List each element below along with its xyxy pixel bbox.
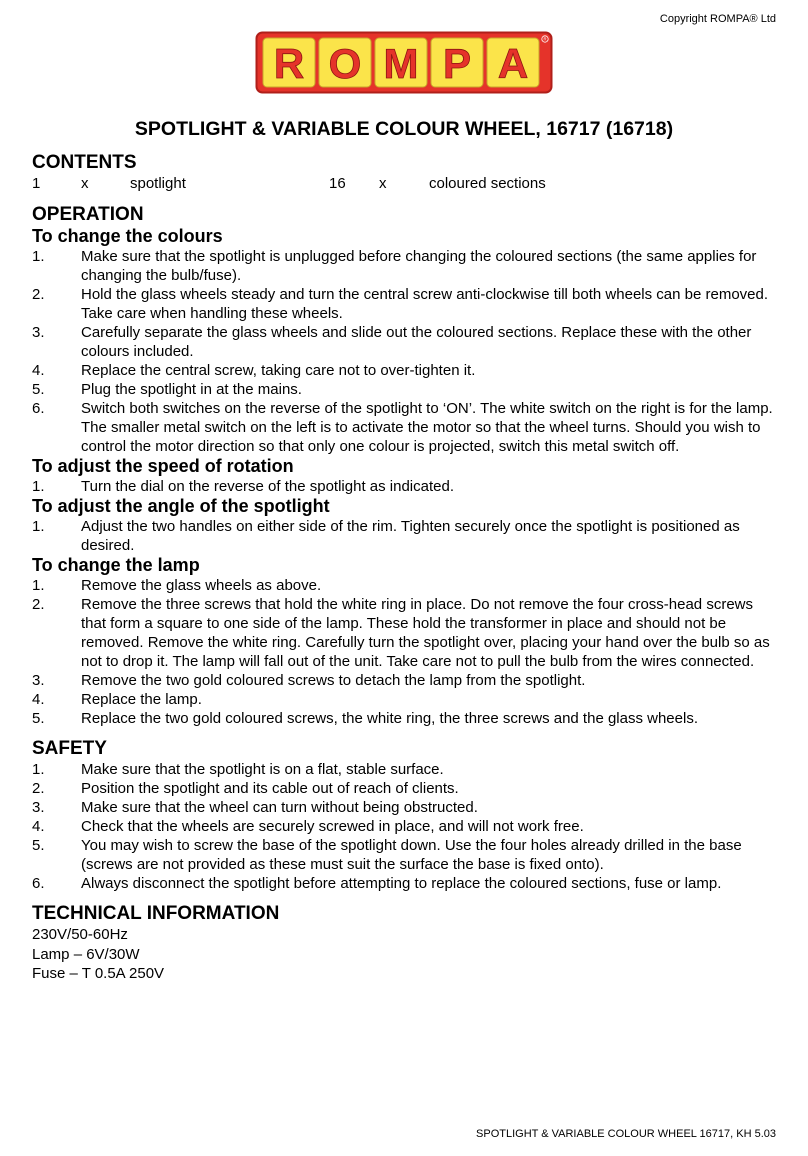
- item-number: 4.: [32, 691, 45, 708]
- item-text: Remove the three screws that hold the white ring in place. Do not remove the four cross-head screws that form a square to one side of the lamp. These hold the transformer in place and should not be removed. Remove the white ring. Carefully turn the spotlight over, placing your hand over the bulb so as not to drop it. The lamp will fall out of the unit. Take care not to pull the bulb from the wires connected.: [81, 596, 770, 670]
- rompa-logo: [255, 31, 553, 94]
- item-text: Turn the dial on the reverse of the spotlight as indicated.: [81, 478, 455, 495]
- operation-list: [32, 517, 778, 555]
- item-text: Replace the central screw, taking care not to over-tighten it.: [81, 362, 476, 379]
- item-number: 3.: [32, 799, 45, 816]
- item-text: Plug the spotlight in at the mains.: [81, 381, 302, 398]
- contents-item-2: coloured sections: [429, 175, 546, 192]
- page-title: SPOTLIGHT & VARIABLE COLOUR WHEEL, 16717 (16718): [134, 118, 674, 140]
- item-number: 6.: [32, 875, 45, 892]
- operation-list-item: [32, 576, 778, 595]
- operation-list-item: [32, 399, 778, 456]
- item-number: 1.: [32, 478, 45, 495]
- operation-list-item: [32, 361, 778, 380]
- operation-list: [32, 477, 778, 496]
- operation-list-item: [32, 690, 778, 709]
- item-number: 5.: [32, 710, 45, 727]
- item-text: Make sure that the spotlight is unplugged before changing the coloured sections (the same applies for changing the bulb/fuse).: [81, 248, 757, 284]
- item-text: You may wish to screw the base of the spotlight down. Use the four holes already drilled in the base (screws are not provided as these must suit the surface the base is fixed onto).: [81, 837, 742, 873]
- document-body: [32, 152, 778, 984]
- operation-section: [32, 204, 778, 728]
- safety-list-item: [32, 760, 778, 779]
- operation-subheading: To adjust the angle of the spotlight: [32, 496, 330, 516]
- item-number: 6.: [32, 400, 45, 417]
- operation-subheading: To change the lamp: [32, 555, 200, 575]
- item-text: Switch both switches on the reverse of the spotlight to ‘ON’. The white switch on the right is for the lamp. The smaller metal switch on the left is to activate the motor so that the wheel turns. Should you wish to control the motor direction so that only one colour is projected, switch this metal switch off.: [81, 400, 773, 455]
- logo-letter: M: [383, 40, 419, 87]
- item-text: Check that the wheels are securely screwed in place, and will not work free.: [81, 818, 584, 835]
- safety-list-item: [32, 836, 778, 874]
- technical-heading: TECHNICAL INFORMATION: [32, 903, 280, 924]
- item-text: Always disconnect the spotlight before attempting to replace the coloured sections, fuse or lamp.: [81, 875, 722, 892]
- safety-list: [32, 760, 778, 893]
- safety-heading: SAFETY: [32, 738, 107, 759]
- operation-list-item: [32, 380, 778, 399]
- operation-list-item: [32, 709, 778, 728]
- operation-heading: OPERATION: [32, 204, 144, 225]
- item-number: 4.: [32, 362, 45, 379]
- contents-section: [32, 152, 778, 194]
- item-text: Position the spotlight and its cable out of reach of clients.: [81, 780, 459, 797]
- svg-text:R: R: [543, 36, 547, 42]
- item-number: 3.: [32, 672, 45, 689]
- operation-subheading: To adjust the speed of rotation: [32, 456, 294, 476]
- operation-list-item: [32, 595, 778, 671]
- technical-lines: [32, 925, 778, 984]
- contents-heading: CONTENTS: [32, 152, 137, 173]
- operation-subsections: [32, 226, 778, 728]
- page-footer: SPOTLIGHT & VARIABLE COLOUR WHEEL 16717, KH 5.03: [476, 1128, 776, 1140]
- contents-qty-2: 16: [329, 175, 346, 192]
- safety-list-item: [32, 874, 778, 893]
- operation-list-item: [32, 671, 778, 690]
- operation-list: [32, 576, 778, 728]
- contents-item-1: spotlight: [130, 175, 186, 192]
- item-text: Carefully separate the glass wheels and slide out the coloured sections. Replace these with the other colours included.: [81, 324, 752, 360]
- item-number: 4.: [32, 818, 45, 835]
- item-number: 1.: [32, 577, 45, 594]
- item-number: 1.: [32, 248, 45, 265]
- item-text: Remove the two gold coloured screws to detach the lamp from the spotlight.: [81, 672, 586, 689]
- operation-subheading: To change the colours: [32, 226, 223, 246]
- copyright-notice: Copyright ROMPA® Ltd: [659, 13, 776, 25]
- safety-list-item: [32, 798, 778, 817]
- item-text: Hold the glass wheels steady and turn the central screw anti-clockwise till both wheels can be removed. Take care when handling these wheels.: [81, 286, 769, 322]
- technical-section: [32, 903, 778, 984]
- item-text: Make sure that the wheel can turn without being obstructed.: [81, 799, 478, 816]
- contents-row: [32, 174, 778, 194]
- technical-line: Fuse – T 0.5A 250V: [32, 965, 165, 982]
- item-text: Remove the glass wheels as above.: [81, 577, 322, 594]
- item-text: Replace the lamp.: [81, 691, 202, 708]
- item-number: 5.: [32, 837, 45, 854]
- logo-letter: P: [442, 40, 472, 87]
- item-number: 1.: [32, 761, 45, 778]
- contents-qty-1: 1: [32, 175, 41, 192]
- item-number: 2.: [32, 596, 45, 613]
- safety-list-item: [32, 779, 778, 798]
- logo-letter-tiles: [263, 38, 539, 87]
- operation-list: [32, 247, 778, 456]
- item-number: 2.: [32, 780, 45, 797]
- contents-times-1: x: [81, 175, 89, 192]
- technical-line: 230V/50-60Hz: [32, 926, 128, 943]
- safety-list-item: [32, 817, 778, 836]
- item-number: 1.: [32, 518, 45, 535]
- item-number: 5.: [32, 381, 45, 398]
- item-text: Make sure that the spotlight is on a flat, stable surface.: [81, 761, 444, 778]
- contents-times-2: x: [379, 175, 387, 192]
- item-number: 2.: [32, 286, 45, 303]
- logo-letter: R: [273, 40, 305, 87]
- logo-letter: O: [328, 40, 362, 87]
- logo-letter: A: [497, 40, 529, 87]
- safety-section: [32, 738, 778, 893]
- operation-list-item: [32, 285, 778, 323]
- operation-list-item: [32, 247, 778, 285]
- item-text: Adjust the two handles on either side of the rim. Tighten securely once the spotlight is positioned as desired.: [81, 518, 740, 554]
- item-text: Replace the two gold coloured screws, the white ring, the three screws and the glass wheels.: [81, 710, 698, 727]
- technical-line: Lamp – 6V/30W: [32, 945, 140, 963]
- operation-list-item: [32, 517, 778, 555]
- item-number: 3.: [32, 324, 45, 341]
- operation-list-item: [32, 477, 778, 496]
- operation-list-item: [32, 323, 778, 361]
